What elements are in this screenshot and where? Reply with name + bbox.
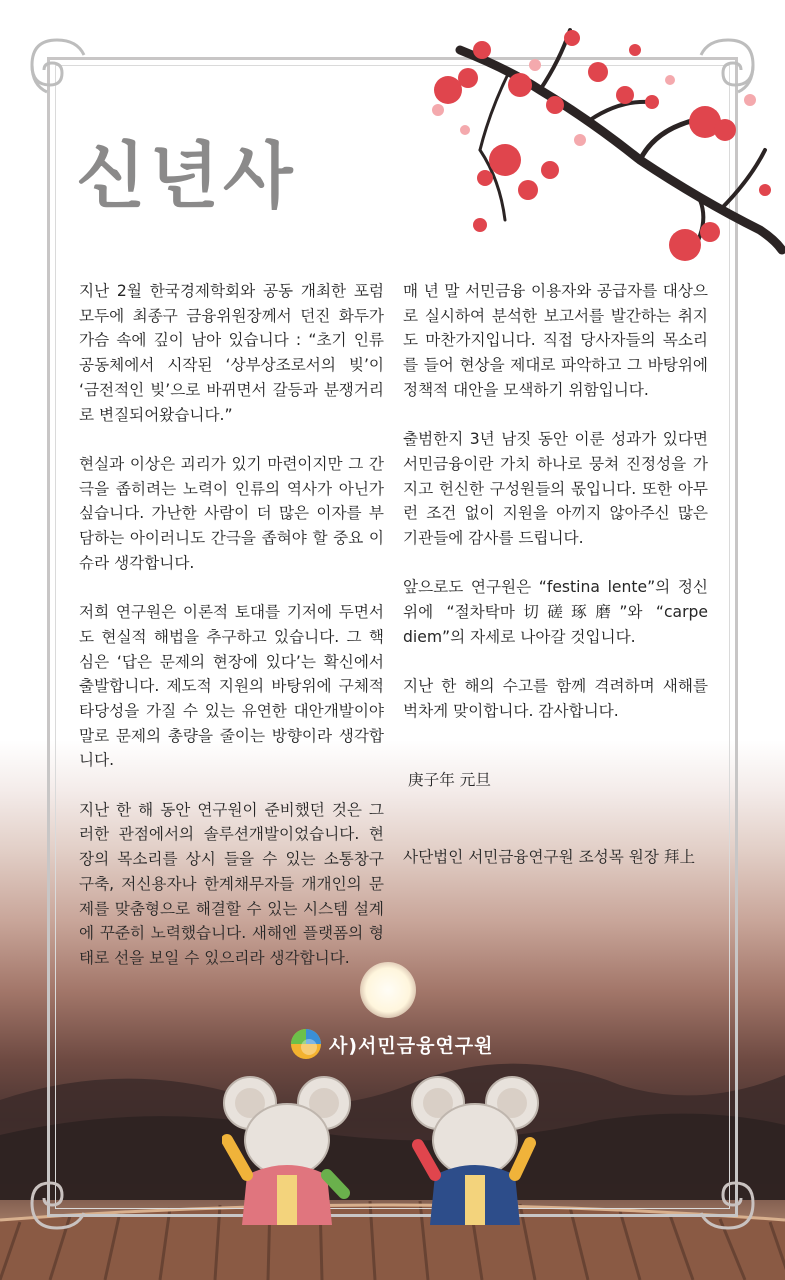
plum-blossom-branch-icon bbox=[420, 10, 785, 280]
institute-logo bbox=[289, 1027, 494, 1061]
body-paragraph: 현실과 이상은 괴리가 있기 마련이지만 그 간극을 좁히려는 노력이 인류의 역사가 아닌가 싶습니다. 가난한 사람이 더 많은 이자를 부담하는 아이러니도 간극을 좁혀야 할 중요 이슈라 생각합니다. bbox=[79, 454, 384, 572]
signature-name: 사단법인 서민금융연구원 조성목 원장 拜上 bbox=[403, 848, 696, 866]
logo-icon bbox=[289, 1027, 323, 1061]
body-column-right bbox=[403, 279, 708, 748]
body-paragraph: 저희 연구원은 이론적 토대를 기저에 두면서도 현실적 해법을 추구하고 있습니다. 그 핵심은 ‘답은 문제의 현장에 있다’는 확신에서 출발합니다. 제도적 지원의 바탕위에 구체적 타당성을 가질 수 있는 유연한 대안개발이야 말로 문제의 총량을 줄이는 방향이라 생각합니다. bbox=[79, 603, 384, 770]
body-column-left bbox=[79, 279, 384, 995]
signature-date: 庚子年 元旦 bbox=[408, 771, 491, 789]
body-paragraph: 앞으로도 연구원은 “festina lente”의 정신위에 “절차탁마切磋琢磨”와 “carpe diem”의 자세로 나아갈 것입니다. bbox=[403, 578, 708, 646]
body-paragraph: 지난 2월 한국경제학회와 공동 개최한 포럼 모두에 최종구 금융위원장께서 던진 화두가 가슴 속에 깊이 남아 있습니다 : “초기 인류 공동체에서 시작된 ‘상부상조로서의 빚’이 ‘금전적인 빚’으로 바뀌면서 갈등과 분쟁거리로 변질되어왔습니다.” bbox=[79, 282, 384, 424]
body-paragraph: 지난 한 해의 수고를 함께 격려하며 새해를 벅차게 맞이합니다. 감사합니다. bbox=[403, 677, 708, 720]
page-title: 신년사 bbox=[76, 134, 297, 218]
ornament-corner-icon bbox=[22, 1168, 92, 1238]
body-paragraph: 지난 한 해 동안 연구원이 준비했던 것은 그러한 관점에서의 솔루션개발이었습니다. 현장의 목소리를 상시 들을 수 있는 소통창구 구축, 저신용자나 한계채무자들 개개인의 문제를 맞춤형으로 해결할 수 있는 시스템 설계에 꾸준히 노력했습니다. 새해엔 플랫폼의 형태로 선을 보일 수 있으리라 생각합니다. bbox=[79, 800, 384, 967]
mouse-mascot-icon bbox=[222, 1065, 352, 1225]
ornament-corner-icon bbox=[693, 1168, 763, 1238]
body-paragraph: 매 년 말 서민금융 이용자와 공급자를 대상으로 실시하여 분석한 보고서를 발간하는 취지도 마찬가지입니다. 직접 당사자들의 목소리를 들어 현상을 제대로 파악하고 그 바탕위에 정책적 대안을 모색하기 위함입니다. bbox=[403, 282, 708, 399]
logo-text: 사)서민금융연구원 bbox=[329, 1034, 494, 1057]
mouse-mascot-icon bbox=[410, 1065, 540, 1225]
body-paragraph: 출범한지 3년 남짓 동안 이룬 성과가 있다면 서민금융이란 가치 하나로 뭉쳐 진정성을 가지고 헌신한 구성원들의 몫입니다. 또한 아무런 조건 없이 지원을 아끼지 않아주신 많은 기관들에 감사를 드립니다. bbox=[403, 430, 708, 548]
ornament-corner-icon bbox=[22, 30, 92, 100]
